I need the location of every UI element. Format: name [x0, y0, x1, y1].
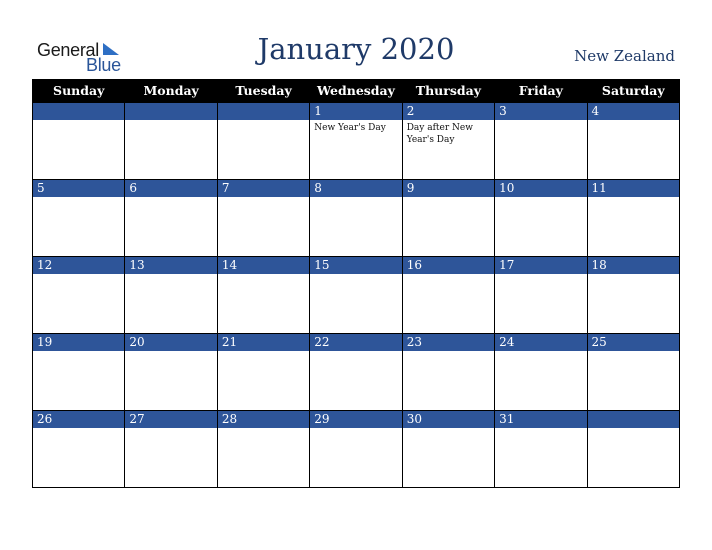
country-label: New Zealand	[574, 47, 675, 65]
holiday-label	[33, 120, 124, 122]
weekday-header: Tuesday	[217, 79, 309, 103]
week-row	[33, 334, 680, 411]
day-cell	[495, 334, 587, 411]
holiday-label	[218, 428, 309, 430]
holiday-label	[403, 274, 494, 276]
holiday-label	[125, 351, 216, 353]
day-cell	[125, 180, 217, 257]
day-number: 6	[125, 180, 216, 197]
week-row	[33, 411, 680, 488]
day-cell	[310, 180, 402, 257]
holiday-label: Day after New Year's Day	[406, 123, 473, 145]
holiday-label	[495, 274, 586, 276]
holiday-label	[310, 428, 401, 430]
day-number: 25	[588, 334, 679, 351]
holiday-label	[125, 428, 216, 430]
day-number: 8	[310, 180, 401, 197]
day-number: 24	[495, 334, 586, 351]
weekday-header: Friday	[495, 79, 587, 103]
holiday-label	[310, 197, 401, 199]
holiday-label	[495, 197, 586, 199]
day-number: 14	[218, 257, 309, 274]
day-cell	[125, 103, 217, 180]
day-number: 28	[218, 411, 309, 428]
day-cell	[125, 334, 217, 411]
holiday-label	[588, 120, 679, 122]
day-cell	[310, 103, 402, 180]
weekday-header: Saturday	[587, 79, 679, 103]
day-number: 7	[218, 180, 309, 197]
day-number: 2	[403, 103, 494, 120]
weekday-header: Wednesday	[310, 79, 402, 103]
day-number: 3	[495, 103, 586, 120]
day-cell	[217, 257, 309, 334]
day-number: 5	[33, 180, 124, 197]
day-number: 29	[310, 411, 401, 428]
day-cell	[33, 180, 125, 257]
weekday-header-row	[33, 79, 680, 103]
holiday-label	[310, 351, 401, 353]
day-number: 15	[310, 257, 401, 274]
holiday-label	[588, 351, 679, 353]
holiday-label	[403, 351, 494, 353]
day-number: 10	[495, 180, 586, 197]
day-cell	[33, 334, 125, 411]
holiday-label	[33, 274, 124, 276]
holiday-label	[588, 428, 679, 430]
day-number	[588, 411, 679, 428]
day-cell	[402, 411, 494, 488]
holiday-label	[125, 197, 216, 199]
day-number: 21	[218, 334, 309, 351]
day-cell	[495, 180, 587, 257]
weekday-header: Monday	[125, 79, 217, 103]
day-cell	[587, 103, 679, 180]
holiday-label	[588, 274, 679, 276]
day-number: 1	[310, 103, 401, 120]
day-cell	[310, 334, 402, 411]
holiday-label: New Year's Day	[314, 123, 386, 133]
holiday-label	[218, 274, 309, 276]
holiday-label	[403, 197, 494, 199]
day-cell	[217, 180, 309, 257]
holiday-label	[310, 274, 401, 276]
week-row	[33, 103, 680, 180]
day-number: 22	[310, 334, 401, 351]
day-cell	[33, 411, 125, 488]
day-cell	[310, 411, 402, 488]
day-cell	[125, 411, 217, 488]
day-cell	[495, 411, 587, 488]
holiday-label	[218, 351, 309, 353]
day-number	[218, 103, 309, 120]
day-cell	[495, 257, 587, 334]
holiday-label	[495, 428, 586, 430]
day-cell	[217, 334, 309, 411]
week-row	[33, 180, 680, 257]
day-number: 19	[33, 334, 124, 351]
day-number: 31	[495, 411, 586, 428]
weekday-header: Sunday	[33, 79, 125, 103]
day-number: 17	[495, 257, 586, 274]
day-number: 27	[125, 411, 216, 428]
day-cell	[310, 257, 402, 334]
day-number: 23	[403, 334, 494, 351]
day-cell	[402, 334, 494, 411]
day-number: 9	[403, 180, 494, 197]
day-cell	[125, 257, 217, 334]
logo-text-general: General	[37, 40, 99, 60]
day-number: 30	[403, 411, 494, 428]
holiday-label	[125, 274, 216, 276]
day-cell	[217, 411, 309, 488]
holiday-label	[495, 351, 586, 353]
holiday-label	[588, 197, 679, 199]
day-cell	[402, 257, 494, 334]
day-number: 26	[33, 411, 124, 428]
holiday-label	[403, 428, 494, 430]
calendar-grid	[32, 79, 680, 488]
day-cell	[587, 334, 679, 411]
day-number: 12	[33, 257, 124, 274]
week-row	[33, 257, 680, 334]
day-number	[33, 103, 124, 120]
day-cell	[402, 180, 494, 257]
day-number: 4	[588, 103, 679, 120]
holiday-label	[125, 120, 216, 122]
holiday-label	[218, 197, 309, 199]
day-number: 11	[588, 180, 679, 197]
day-number: 20	[125, 334, 216, 351]
day-cell	[587, 257, 679, 334]
day-cell	[33, 257, 125, 334]
holiday-label	[33, 197, 124, 199]
holiday-label	[33, 428, 124, 430]
day-cell	[495, 103, 587, 180]
holiday-label	[33, 351, 124, 353]
logo-text-blue: Blue	[86, 55, 121, 75]
day-cell	[33, 103, 125, 180]
holiday-label	[218, 120, 309, 122]
day-number: 16	[403, 257, 494, 274]
day-cell	[587, 411, 679, 488]
day-cell	[217, 103, 309, 180]
day-number: 18	[588, 257, 679, 274]
weekday-header: Thursday	[402, 79, 494, 103]
day-number	[125, 103, 216, 120]
holiday-label	[495, 120, 586, 122]
day-number: 13	[125, 257, 216, 274]
day-cell	[587, 180, 679, 257]
day-cell	[402, 103, 494, 180]
page-title: January 2020	[257, 32, 455, 66]
